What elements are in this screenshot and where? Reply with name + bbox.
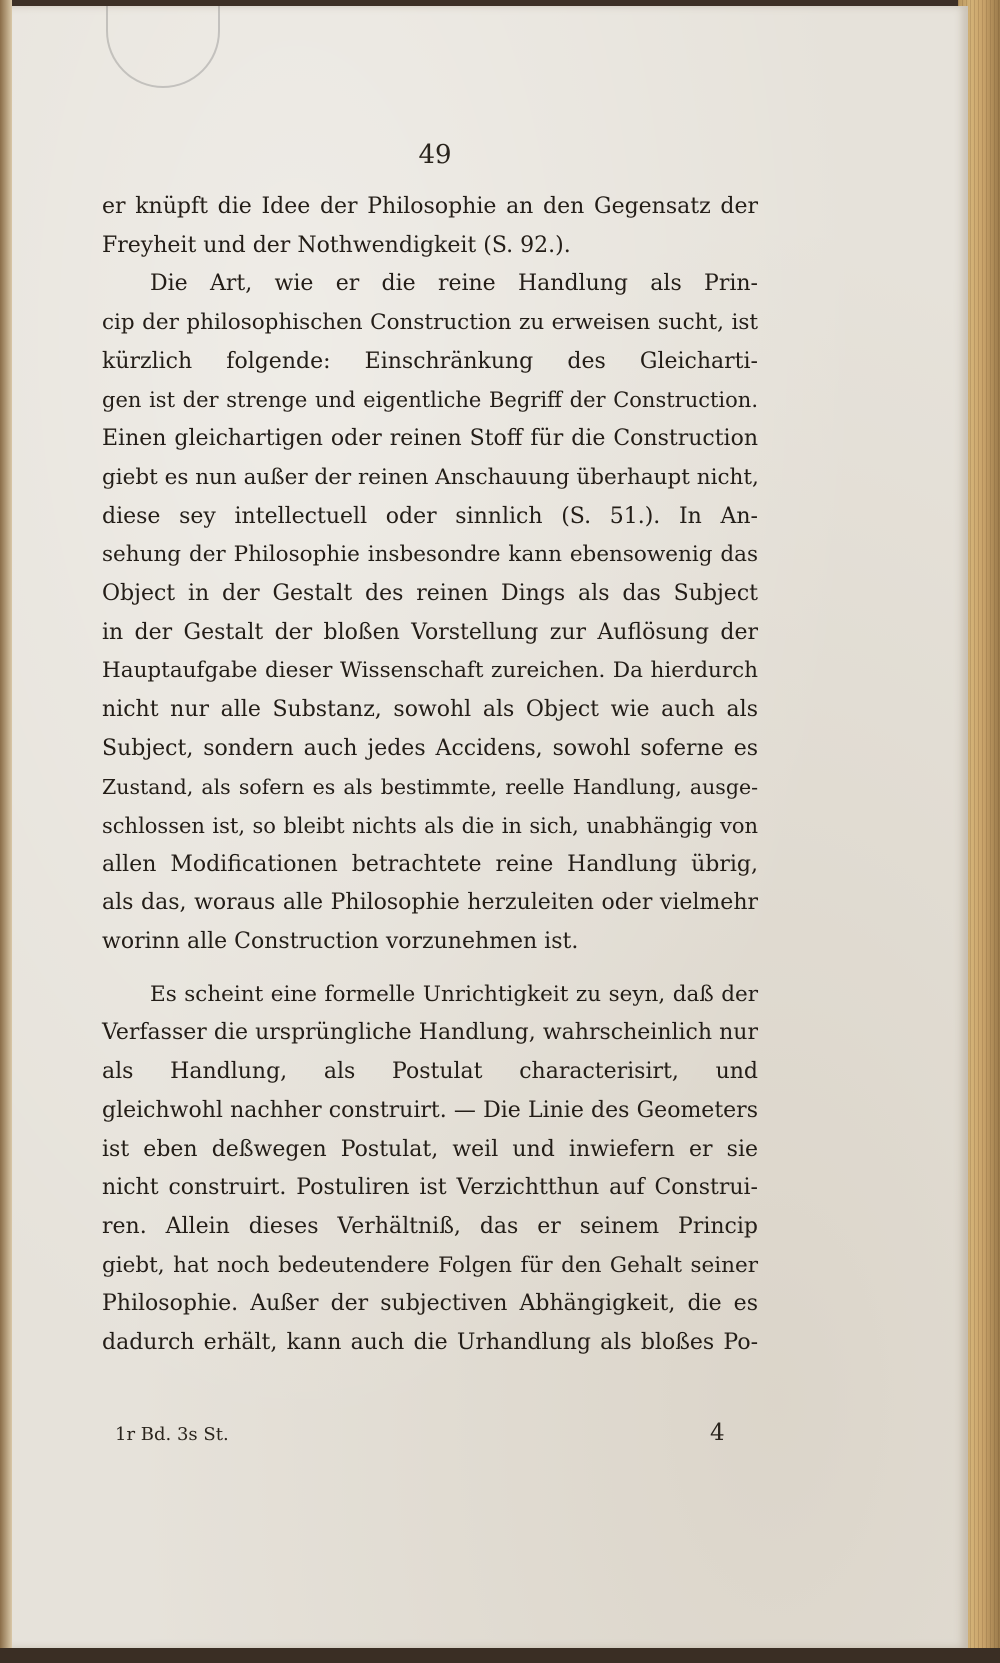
text-line: gen ist der strenge und eigentliche Begriff der Construction. — [102, 388, 758, 413]
page-number: 49 — [418, 140, 452, 170]
text-line: Einen gleichartigen oder reinen Stoff für die Construction — [102, 426, 758, 452]
text-line: er knüpft die Idee der Philosophie an den Gegensatz der — [102, 194, 758, 219]
text-line: Zustand, als sofern es als bestimmte, reelle Handlung, ausge- — [102, 775, 758, 800]
text-line: nicht construirt. Postuliren ist Verzichtthun auf Construi- — [102, 1175, 758, 1201]
text-line: giebt, hat noch bedeutendere Folgen für den Gehalt seiner — [102, 1252, 758, 1278]
text-line: als Handlung, als Postulat characterisirt, und — [102, 1059, 758, 1085]
text-line: cip der philosophischen Construction zu erweisen sucht, ist — [102, 310, 758, 336]
text-line: gleichwohl nachher construirt. — Die Linie des Geometers — [102, 1097, 758, 1123]
text-line: diese sey intellectuell oder sinnlich (S. 51.). In An- — [102, 503, 758, 529]
text-line: ist eben deßwegen Postulat, weil und inwiefern er sie — [102, 1136, 758, 1162]
printer-signature: 1r Bd. 3s St. — [115, 1424, 229, 1445]
text-line: Die Art, wie er die reine Handlung als Prin- — [150, 271, 758, 297]
text-line: Hauptaufgabe dieser Wissenschaft zureichen. Da hierdurch — [102, 658, 758, 684]
text-line: worinn alle Construction vorzunehmen ist. — [102, 929, 579, 955]
text-line: sehung der Philosophie insbesondre kann ebensowenig das — [102, 542, 758, 568]
text-line: in der Gestalt der bloßen Vorstellung zur Auflösung der — [102, 619, 758, 645]
scan-bottom-border — [0, 1648, 1000, 1663]
text-line: Subject, sondern auch jedes Accidens, sowohl soferne es — [102, 735, 758, 761]
book-gutter — [0, 0, 12, 1663]
text-line: giebt es nun außer der reinen Anschauung überhaupt nicht, — [102, 464, 759, 490]
text-line: Freyheit und der Nothwendigkeit (S. 92.). — [102, 232, 571, 258]
text-line: dadurch erhält, kann auch die Urhandlung als bloßes Po- — [102, 1329, 758, 1355]
text-line: nicht nur alle Substanz, sowohl als Object wie auch als — [102, 696, 758, 722]
signature-number: 4 — [710, 1420, 725, 1446]
text-line: allen Modificationen betrachtete reine Handlung übrig, — [102, 851, 758, 877]
text-line: Philosophie. Außer der subjectiven Abhängigkeit, die es — [102, 1291, 758, 1317]
text-line: Object in der Gestalt des reinen Dings als das Subject — [102, 580, 758, 606]
text-line: Verfasser die ursprüngliche Handlung, wahrscheinlich nur — [102, 1020, 758, 1046]
text-line: ren. Allein dieses Verhältniß, das er seinem Princip — [102, 1213, 758, 1239]
text-line: schlossen ist, so bleibt nichts als die in sich, unabhängig von — [102, 814, 758, 838]
paperclip-mark — [106, 6, 220, 88]
text-line: als das, woraus alle Philosophie herzuleiten oder vielmehr — [102, 890, 758, 916]
body-text — [102, 188, 758, 1363]
text-line: kürzlich folgende: Einschränkung des Gleicharti- — [102, 348, 758, 374]
text-line: Es scheint eine formelle Unrichtigkeit zu seyn, daß der — [150, 981, 758, 1007]
